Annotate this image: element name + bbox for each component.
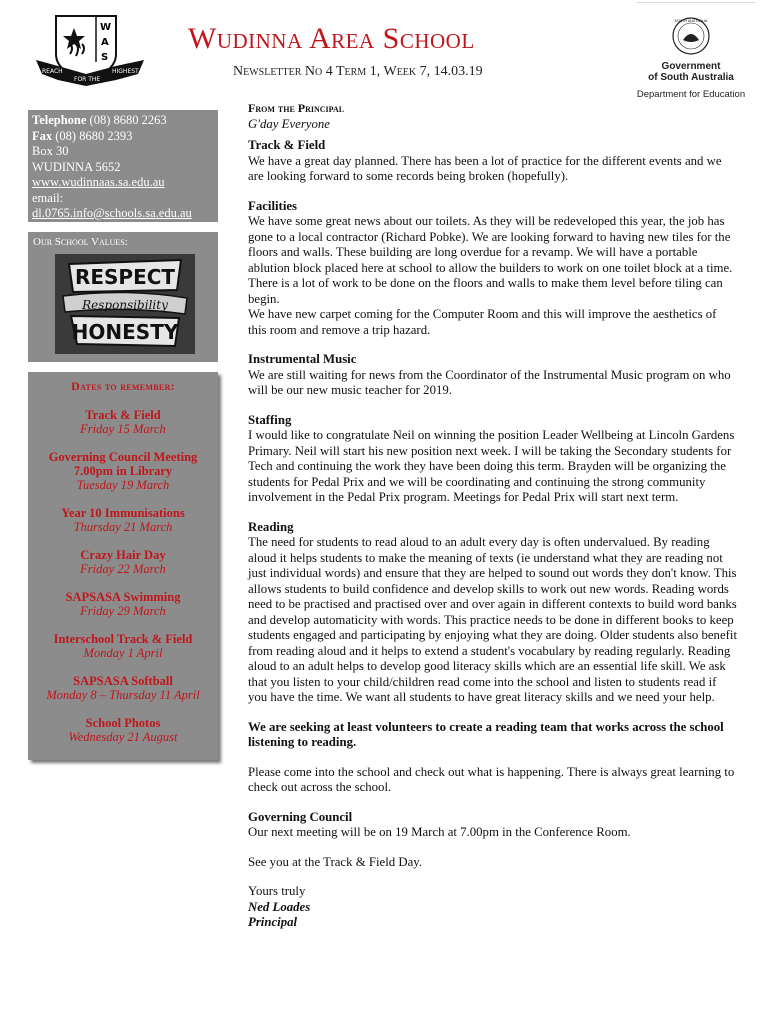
heading-reading: Reading (248, 519, 294, 534)
list-item (28, 450, 218, 492)
section-heading-from-principal: From the Principal (248, 101, 345, 115)
event-name: Year 10 Immunisations (61, 506, 185, 520)
greeting: G'day Everyone (248, 116, 330, 131)
fax-value: (08) 8680 2393 (52, 128, 133, 143)
svg-text:S: S (101, 52, 109, 63)
list-item (28, 408, 218, 436)
telephone-value: (08) 8680 2263 (86, 113, 167, 127)
volunteer-callout: We are seeking at least volunteers to create a reading team that works across the school listening to reading. (248, 719, 724, 749)
event-date: Monday 1 April (83, 646, 163, 660)
paragraph-facilities-2: We have new carpet coming for the Computer Room and this will improve the aesthetics of this room and remove a trip hazard. (248, 307, 717, 337)
values-banner-image (55, 254, 195, 354)
svg-text:W: W (100, 22, 112, 33)
event-name: Interschool Track & Field (53, 632, 193, 646)
heading-staffing: Staffing (248, 412, 292, 427)
email-label: email: (32, 190, 64, 205)
sign-off: Yours truly (248, 884, 306, 898)
signature-name: Ned Loades (248, 899, 311, 914)
value-honesty: HONESTY (71, 320, 179, 344)
crest-motto-3: HIGHEST (112, 68, 139, 75)
gov-line-2: of South Australia (648, 72, 734, 83)
paragraph-instrumental-music: We are still waiting for news from the Coordinator of the Instrumental Music program on who will be our new music teacher for 2019. (248, 367, 731, 397)
heading-governing-council: Governing Council (248, 809, 353, 824)
paragraph-track-field: We have a great day planned. There has been a lot of practice for the different events and we are looking forward to some records being broken (hopefully). (248, 153, 722, 183)
paragraph-facilities-1: We have some great news about our toilets. As they will be redeveloped this year, the job has gone to a local contractor (Richard Pobke). We are looking forward to having new tiles for the floors and walls. These building are long overdue for a revamp. We will have a portable ablution block placed here at school to allow the builders to work on one toilet block at a time. There is a lot of work to be done on the floors and walls to make them level before tiling can begin. (248, 214, 733, 306)
event-name: SAPSASA Softball (73, 674, 173, 688)
event-date: Monday 8 – Thursday 11 April (46, 688, 200, 702)
event-date: Friday 15 March (80, 422, 166, 436)
values-label: Our School Values: (33, 236, 128, 248)
crest-motto-1: REACH (42, 68, 63, 75)
heading-instrumental-music: Instrumental Music (248, 352, 357, 366)
event-date: Friday 22 March (80, 562, 166, 576)
contact-box (28, 110, 218, 222)
paragraph-governing-council: Our next meeting will be on 19 March at 7.00pm in the Conference Room. (248, 825, 631, 839)
website-link[interactable]: www.wudinnaas.sa.edu.au (32, 175, 165, 189)
event-date: Thursday 21 March (73, 520, 173, 534)
event-name: Crazy Hair Day (80, 548, 166, 562)
dates-to-remember-box (28, 372, 218, 760)
event-name: SAPSASA Swimming (65, 590, 181, 604)
signature-role: Principal (248, 915, 298, 929)
value-respect: RESPECT (74, 265, 176, 289)
list-item (28, 716, 218, 744)
event-name: Governing Council Meeting 7.00pm in Library (48, 450, 198, 478)
email-link[interactable]: dl.0765.info@schools.sa.edu.au (32, 206, 192, 220)
paragraph-reading: The need for students to read aloud to an adult every day is often undervalued. By reading aloud it helps students to make the meaning of texts (ie understand what they are reading not just individual words) and ensure that they are helped to sound out words they don't know. This allows students to build confidence and develop skills to work out new words. Reading words need to be practised and practised over and over again in different contexts to build word banks and develop automaticity with words. This practice needs to be done in different books to keep students engaged and participating by enjoying what they are doing. Older students also benefit from reading aloud and it helps to extend a student's vocabulary by reading regularly. Reading aloud to an adult helps to develop good literacy skills which are an essential life skill. We ask that you listen to your child/children read come into the school and listen to students read if you have the time. We want all students to have great literacy skills and we need your help. (248, 535, 737, 704)
list-item (28, 632, 218, 660)
school-crest-logo (34, 14, 146, 88)
sa-emblem-text: SOUTH AUSTRALIA (674, 19, 708, 23)
newsletter-subtitle: Newsletter No 4 Term 1, Week 7, 14.03.19 (233, 64, 483, 79)
postal-box: Box 30 (32, 144, 69, 158)
event-date: Tuesday 19 March (76, 478, 170, 492)
principal-letter (248, 101, 738, 931)
school-values-box (28, 232, 218, 362)
value-responsibility: Responsibility (82, 298, 168, 312)
government-logo (636, 16, 746, 100)
gov-line-1: Government (661, 61, 721, 72)
svg-text:A: A (101, 37, 109, 48)
sa-emblem-icon (671, 16, 711, 56)
fax-label: Fax (32, 128, 53, 143)
event-name: School Photos (85, 716, 161, 730)
list-item (28, 548, 218, 576)
heading-facilities: Facilities (248, 198, 298, 213)
see-you-line: See you at the Track & Field Day. (248, 854, 423, 869)
school-title: Wudinna Area School (188, 22, 475, 55)
gov-department: Department for Education (636, 89, 746, 100)
paragraph-staffing: I would like to congratulate Neil on winning the position Leader Wellbeing at Lincoln Gardens Primary. Neil will start his new position next week. I will be taking the Secondary students for Tech and continuing the work they have been doing this term. Brayden will be organizing the students for Pedal Prix and we will be coordinating and continuing the strong community involvement in the Pedal Prix program. Meetings for Pedal Prix will start next term. (248, 428, 735, 504)
list-item (28, 506, 218, 534)
list-item (28, 674, 218, 702)
list-item (28, 590, 218, 618)
paragraph-come-in: Please come into the school and check out what is happening. There is always great learning to check out across the school. (248, 764, 735, 794)
dates-label: Dates to remember: (71, 379, 175, 393)
telephone-label: Telephone (32, 113, 87, 127)
event-date: Wednesday 21 August (68, 730, 178, 744)
event-name: Track & Field (85, 408, 161, 422)
postal-town: WUDINNA 5652 (32, 159, 121, 174)
crest-motto-2: FOR THE (74, 76, 101, 83)
heading-track-field: Track & Field (248, 138, 326, 152)
event-date: Friday 29 March (80, 604, 166, 618)
